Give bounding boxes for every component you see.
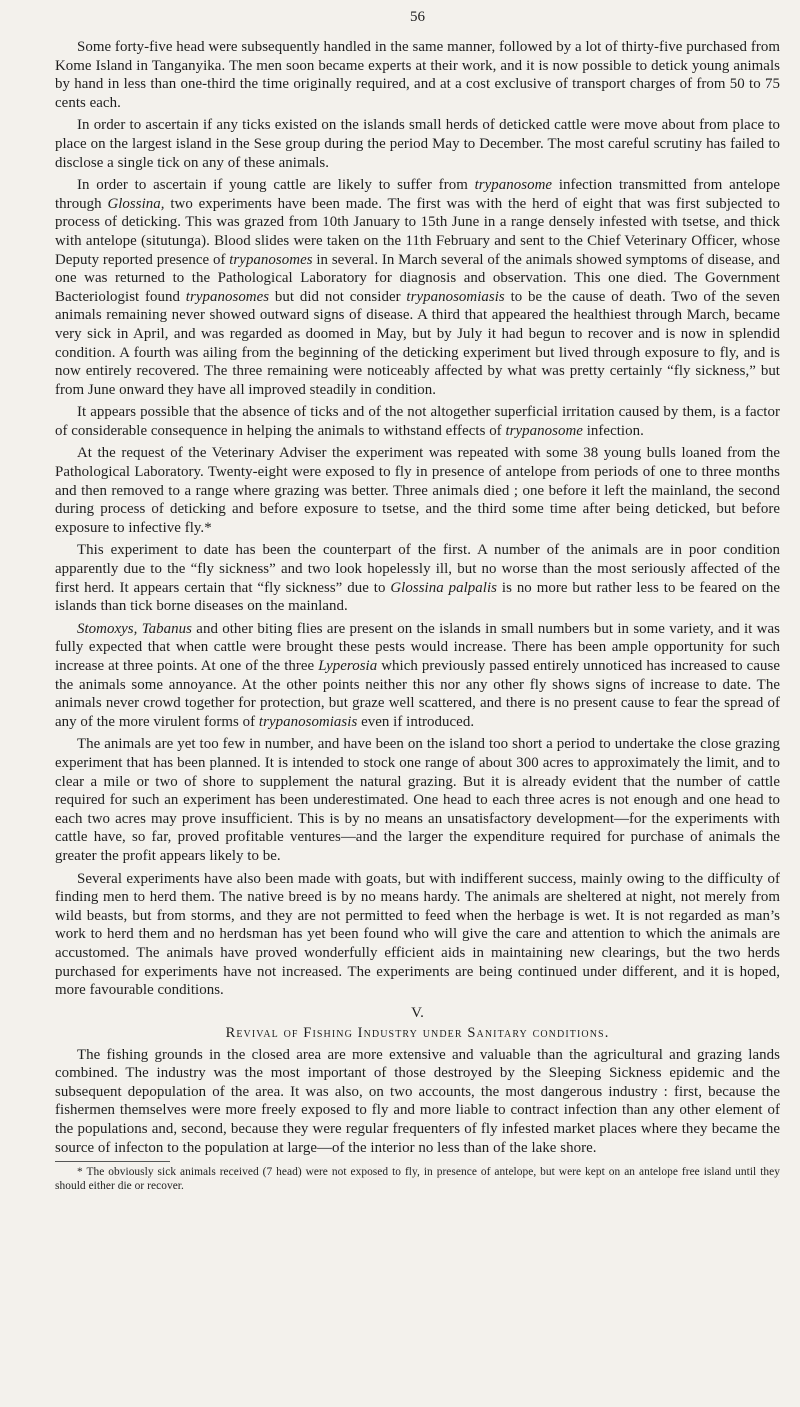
paragraph: At the request of the Veterinary Adviser the experiment was repeated with some 38 young bulls loaned from the Pathological Laboratory. Twenty-eight were exposed to fly in presence of antelope from periods of one to three months and then removed to a range where grazing was better. Three animals died ; one before it left the mainland, the second during process of deticking and before exposure to tsetse, and the third some time after being deticked, but before exposure to infective fly.*	[55, 445, 780, 536]
paragraph: This experiment to date has been the counterpart of the first. A number of the animals are in poor condition apparently due to the “fly sickness” and two look hopelessly ill, but no worse than the most seriously affected of the first herd. It appears certain that “fly sickness” due to Glossina palpalis is no more but rather less to be feared on the islands than tick borne diseases on the mainland.	[55, 542, 781, 615]
paragraph: In order to ascertain if any ticks existed on the islands small herds of deticked cattle were move about from place to place on the largest island in the Sese group during the period May to December. The most careful scrutiny has failed to disclose a single tick on any of these animals.	[55, 117, 780, 171]
paragraph: The fishing grounds in the closed area are more extensive and valuable than the agricultural and grazing lands combined. The industry was the most important of those destroyed by the Sleeping Sickness epidemic and the subsequent depopulation of the area. It was also, on two accounts, the most dangerous industry : first, because the fishermen themselves were more freely exposed to fly and more liable to contract infection than any other element of the populations and, second, because they were regular frequenters of fly infested market places where they became the source of infecton to the population at large—of the interior no less than of the lake shore.	[55, 1046, 780, 1156]
page-number: 56	[410, 9, 425, 25]
paragraph: In order to ascertain if young cattle are likely to suffer from trypanosome infection transmitted from antelope through Glossina, two experiments have been made. The first was with the herd of eight that was first subjected to process of deticking. This was grazed from 10th January to 15th June in a range densely infested with tsetse, and thick with antelope (situtunga). Blood slides were taken on the 11th February and sent to the Chief Veterinary Officer, whose Deputy reported presence of trypanosomes in several. In March several of the animals showed symptoms of disease, and one was returned to the Pathological Laboratory for diagnosis and observation. This one died. The Government Bacteriologist found trypanosomes but did not consider trypanosomiasis to be the cause of death. Two of the seven animals remaining never showed outward signs of disease. A third that appeared the healthiest through March, became very sick in April, and was regarded as doomed in May, but by July it had begun to recover and is now in splendid condition. A fourth was ailing from the beginning of the deticking experiment but lived through exposure to fly, and is now entirely recovered. The three remaining were noticeably affected by what was pretty certainly “fly sickness,” but from June onward they have all improved steadily in condition.	[55, 177, 780, 398]
section-number: V.	[411, 1004, 424, 1021]
section-heading: Revival of Fishing Industry under Sanitary conditions.	[225, 1024, 610, 1041]
document-page	[55, 8, 780, 1193]
paragraph: It appears possible that the absence of ticks and of the not altogether superficial irritation caused by them, is a factor of considerable consequence in helping the animals to withstand effects of trypanosome infection.	[55, 404, 780, 439]
body-text	[55, 38, 780, 1000]
footnote-divider	[55, 1161, 170, 1162]
paragraph: Stomoxys, Tabanus and other biting flies are present on the islands in small numbers but in some variety, and it was fully expected that when cattle were brought these pests would increase. There has been ample opportunity for such increase at three points. At one of the three Lyperosia which previously passed entirely unnoticed has increased to cause the animals some annoyance. At the other points neither this nor any other fly shows signs of increase to date. The animals never crowd together for protection, but graze well scattered, and there is no present cause to fear the spread of any of the more virulent forms of trypanosomiasis even if introduced.	[55, 620, 780, 730]
footnote: * The obviously sick animals received (7 head) were not exposed to fly, in presence of antelope, but were kept on an antelope free island until they should either die or recover.	[55, 1166, 780, 1193]
paragraph: The animals are yet too few in number, and have been on the island too short a period to undertake the close grazing experiment that has been planned. It is intended to stock one range of about 300 acres to approximately the limit, and to clear a mile or two of shore to supplement the natural grazing. But it is already evident that the number of cattle required for such an experiment has been underestimated. One head to each three acres is not enough and one head to each two acres may prove insufficient. This is by no means an unsatisfactory development—for the experiments with cattle have, so far, proved profitable ventures—and the larger the expenditure required for purchase of animals the greater the profit appears likely to be.	[55, 736, 780, 864]
paragraph: Several experiments have also been made with goats, but with indifferent success, mainly owing to the difficulty of finding men to herd them. The native breed is by no means hardy. The animals are sheltered at night, not merely from wild beasts, but from storms, and they are not permitted to feed when the herbage is wet. It is not regarded as man’s work to herd them and no herdsman has yet been found who will give the care and attention to which the animals are accustomed. The animals have proved wonderfully efficient aids in maintaining new clearings, but the two herds purchased for experiments have not increased. The experiments are being continued under different, and it is hoped, more favourable conditions.	[55, 870, 780, 999]
paragraph: Some forty-five head were subsequently handled in the same manner, followed by a lot of thirty-five purchased from Kome Island in Tanganyika. The men soon became experts at their work, and it is now possible to detick young animals by hand in less than one-third the time originally required, and at a cost exclusive of transport charges of from 50 to 75 cents each.	[55, 39, 780, 111]
section-body	[55, 1046, 780, 1158]
